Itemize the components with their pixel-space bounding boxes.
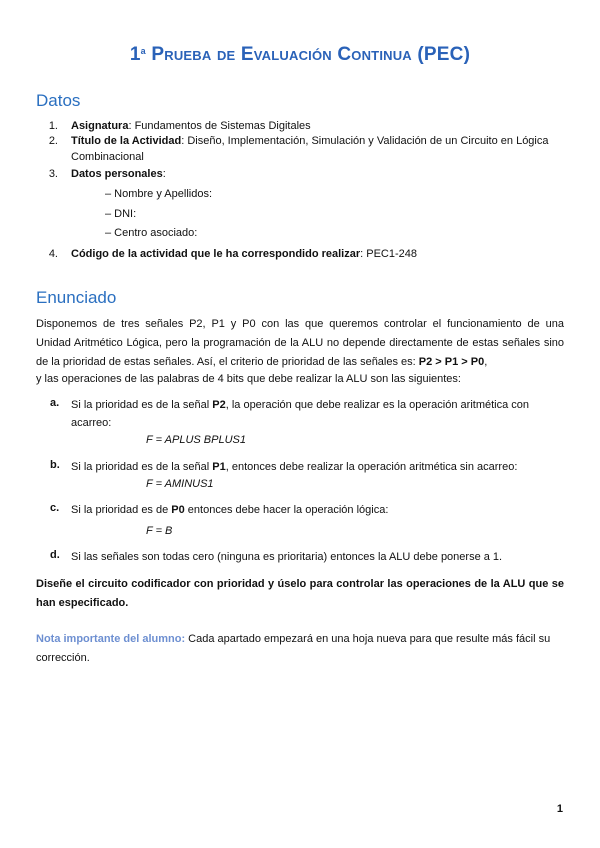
list-item-codigo: Código de la actividad que le ha correspondido realizar: PEC1-248	[71, 248, 417, 260]
student-note: Nota importante del alumno: Cada apartado empezará en una hoja nueva para que resulte más fácil su corrección.	[36, 633, 551, 664]
priority-order: P2 > P1 > P0	[418, 356, 485, 368]
case-label-d: d.	[50, 549, 60, 561]
list-item-datos-personales: Datos personales:	[71, 168, 166, 180]
case-label-b: b.	[50, 459, 60, 471]
task-statement: Diseñe el circuito codificador con prioridad y úselo para controlar las operaciones de la ALU que se han especificado.	[36, 578, 564, 609]
list-number: 1.	[48, 120, 58, 132]
case-c-text: Si la prioridad es de P0 entonces debe hacer la operación lógica:	[71, 504, 389, 516]
list-item-asignatura: Asignatura: Fundamentos de Sistemas Digitales	[71, 120, 311, 132]
case-label-a: a.	[50, 397, 60, 409]
list-item-titulo-continuation: Combinacional	[71, 151, 144, 163]
page-number: 1	[556, 803, 563, 815]
section-heading-datos: Datos	[36, 91, 81, 110]
formula-a: F = APLUS BPLUS1	[146, 434, 246, 446]
case-label-c: c.	[50, 502, 60, 514]
personal-field-nombre: – Nombre y Apellidos:	[105, 188, 212, 200]
case-a-continuation: acarreo:	[71, 417, 112, 429]
formula-b: F = AMINUS1	[146, 478, 214, 490]
list-number: 4.	[48, 248, 58, 260]
personal-field-dni: – DNI:	[105, 208, 137, 220]
section-heading-enunciado: Enunciado	[36, 288, 117, 307]
case-b-text: Si la prioridad es de la señal P1, entonces debe realizar la operación aritmética sin acarreo:	[71, 461, 518, 473]
list-item-titulo: Título de la Actividad: Diseño, Implementación, Simulación y Validación de un Circuito en Lógica	[71, 135, 549, 147]
list-number: 2.	[48, 135, 58, 147]
intro-paragraph: Disponemos de tres señales P2, P1 y P0 con las que queremos controlar el funcionamiento de una Unidad Aritmético Lógica, pero la programación de la ALU no depende directamente de estas señales sino de la prioridad de estas señales. Así, el criterio de prioridad de las señales es: P2 > P1 > P0, y las operaciones de las palabras de 4 bits que debe realizar la ALU son las siguientes:	[36, 318, 564, 385]
case-a-text: Si la prioridad es de la señal P2, la operación que debe realizar es la operación aritmética con	[71, 399, 530, 411]
note-label: Nota importante del alumno:	[36, 633, 186, 645]
formula-c: F = B	[146, 525, 173, 537]
personal-field-centro: – Centro asociado:	[105, 227, 198, 239]
case-d-text: Si las señales son todas cero (ninguna es prioritaria) entonces la ALU debe ponerse a 1.	[71, 551, 503, 563]
list-number: 3.	[48, 168, 58, 180]
page-title: 1$^a$ Prueba de Evaluación Continua (PEC)	[129, 44, 471, 65]
title-text: Prueba de Evaluación Continua (PEC)	[151, 44, 471, 65]
